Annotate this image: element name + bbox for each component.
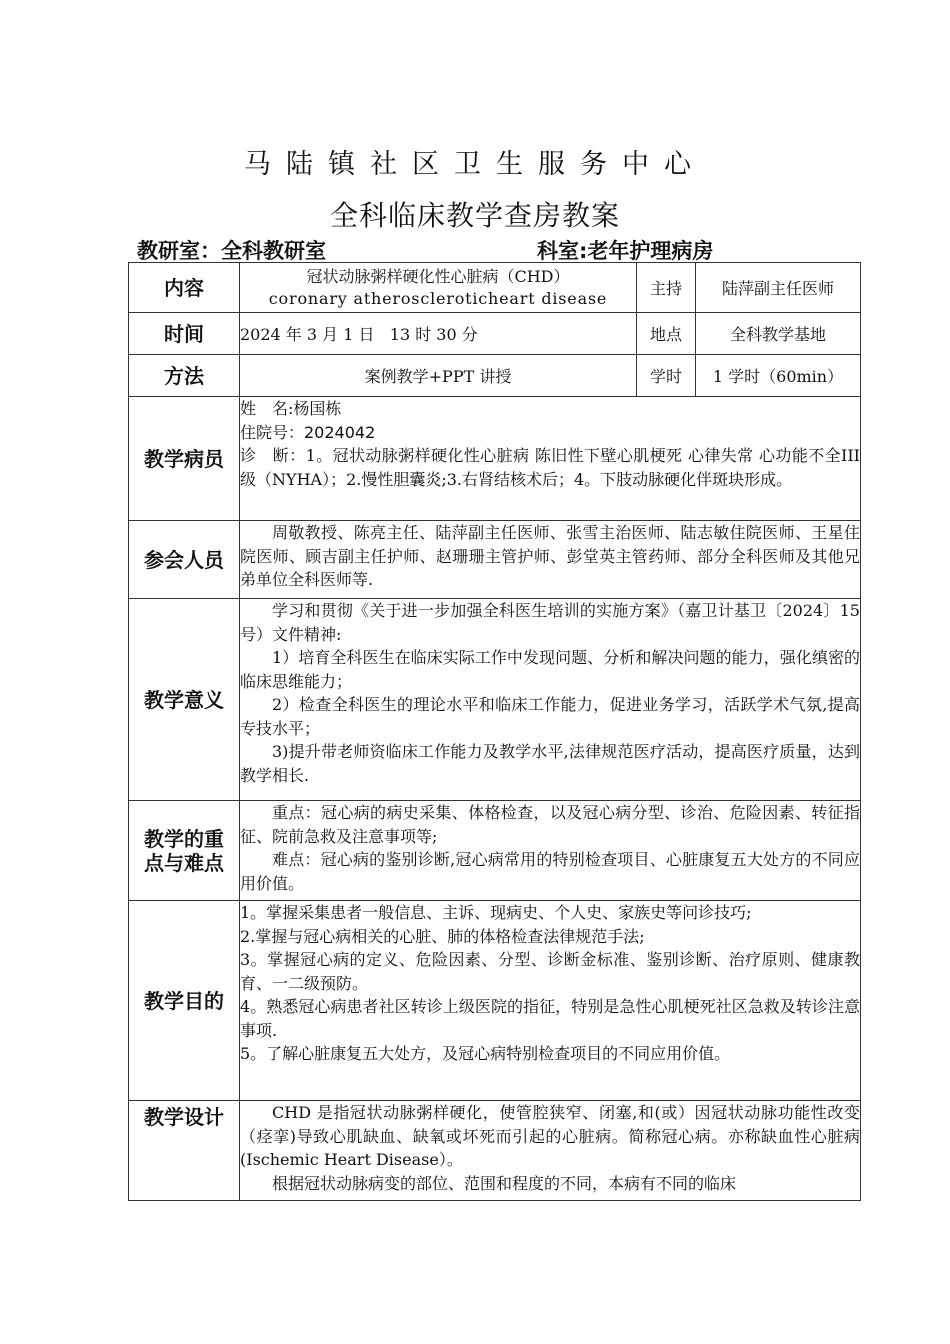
topic-cell (240, 263, 637, 313)
patient-name: 姓 名:杨国栋 (240, 399, 342, 418)
patient-admission-number: 住院号：2024042 (240, 422, 376, 442)
place-value: 全科教学基地 (696, 313, 861, 355)
significance-intro: 学习和贯彻《关于进一步加强全科医生培训的实施方案》（嘉卫计基卫〔2024〕15 号）文件精神: (240, 601, 860, 644)
key-points-label (129, 801, 240, 901)
objectives-label: 教学目的 (129, 901, 240, 1101)
objective-item: 4。熟悉冠心病患者社区转诊上级医院的指征，特别是急性心肌梗死社区急救及转诊注意事项. (240, 997, 860, 1040)
host-value: 陆萍副主任医师 (696, 263, 861, 313)
significance-point-1: 1）培育全科医生在临床实际工作中发现问题、分析和解决问题的能力，强化缜密的临床思维能力； (240, 648, 860, 691)
topic-english: coronary atheroscleroticheart disease (268, 288, 608, 308)
attendees-label: 参会人员 (129, 521, 240, 599)
significance-info (240, 599, 861, 801)
patient-label: 教学病员 (129, 397, 240, 521)
patient-diagnosis: 诊 断：1。冠状动脉粥样硬化性心脏病 陈旧性下壁心肌梗死 心律失常 心功能不全III级（NYHA）；2.慢性胆囊炎;3.右肾结核术后；4。下肢动脉硬化伴斑块形成。 (240, 446, 860, 489)
objective-item: 5。了解心脏康复五大处方，及冠心病特别检查项目的不同应用价值。 (240, 1044, 731, 1063)
department-label: 教研室：全科教研室 (137, 239, 326, 263)
document-title: 全科临床教学查房教案 (329, 199, 620, 232)
objectives-info (240, 901, 861, 1101)
key-points-info (240, 801, 861, 901)
design-info (240, 1101, 861, 1201)
design-row (129, 1101, 861, 1201)
topic-chinese: 冠状动脉粥样硬化性心脏病（CHD） (306, 266, 570, 286)
attendees-list: 周敬教授、陈亮主任、陆萍副主任医师、张雪主治医师、陆志敏住院医师、王星住院医师、顾吉副主任护师、赵珊珊主管护师、彭堂英主管药师、部分全科医师及其他兄弟单位全科医师等. (240, 523, 860, 589)
objective-item: 1。掌握采集患者一般信息、主诉、现病史、个人史、家族史等问诊技巧; (240, 903, 752, 922)
design-label: 教学设计 (129, 1101, 240, 1201)
objectives-row (129, 901, 861, 1101)
method-row (129, 355, 861, 397)
design-paragraph: 根据冠状动脉病变的部位、范围和程度的不同，本病有不同的临床 (272, 1173, 737, 1193)
significance-point-3: 3)提升带老师资临床工作能力及教学水平,法律规范医疗活动，提高医疗质量，达到教学相长. (240, 742, 860, 785)
method-value: 案例教学+PPT 讲授 (240, 355, 637, 397)
hours-label: 学时 (637, 355, 696, 397)
method-label: 方法 (129, 355, 240, 397)
objective-item: 3。掌握冠心病的定义、危险因素、分型、诊断金标准、鉴别诊断、治疗原则、健康教育、一二级预防。 (240, 950, 860, 993)
place-label: 地点 (637, 313, 696, 355)
content-row (129, 263, 861, 313)
key-points-label-line-1: 教学的重 (144, 826, 224, 851)
key-difficulty: 难点：冠心病的鉴别诊断,冠心病常用的特别检查项目、心脏康复五大处方的不同应用价值。 (240, 850, 860, 893)
time-row (129, 313, 861, 355)
hours-value: 1 学时（60min） (696, 355, 861, 397)
organization-name: 马陆镇社区卫生服务中心 (244, 149, 706, 180)
ward-label: 科室:老年护理病房 (537, 239, 714, 263)
significance-label: 教学意义 (129, 599, 240, 801)
significance-point-2: 2）检查全科医生的理论水平和临床工作能力，促进业务学习，活跃学术气氛,提高专技水平； (240, 695, 860, 738)
patient-info (240, 397, 861, 521)
key-points-row (129, 801, 861, 901)
time-value: 2024 年 3 月 1 日 13 时 30 分 (240, 313, 637, 355)
time-label: 时间 (129, 313, 240, 355)
objective-item: 2.掌握与冠心病相关的心脏、肺的体格检查法律规范手法; (240, 926, 645, 946)
patient-row (129, 397, 861, 521)
key-points-label-line-2: 点与难点 (144, 850, 224, 875)
host-label: 主持 (637, 263, 696, 313)
significance-row (129, 599, 861, 801)
key-focus: 重点：冠心病的病史采集、体格检查，以及冠心病分型、诊治、危险因素、转征指征、院前急救及注意事项等; (240, 803, 860, 846)
attendees-info (240, 521, 861, 599)
content-label: 内容 (129, 263, 240, 313)
design-paragraph: CHD 是指冠状动脉粥样硬化，使管腔狭窄、闭塞,和(或）因冠状动脉功能性改变（痉挛)导致心肌缺血、缺氧或坏死而引起的心脏病。简称冠心病。亦称缺血性心脏病(Ischemic Heart Disease）。 (240, 1103, 860, 1169)
teaching-plan-table (128, 262, 861, 1201)
attendees-row (129, 521, 861, 599)
